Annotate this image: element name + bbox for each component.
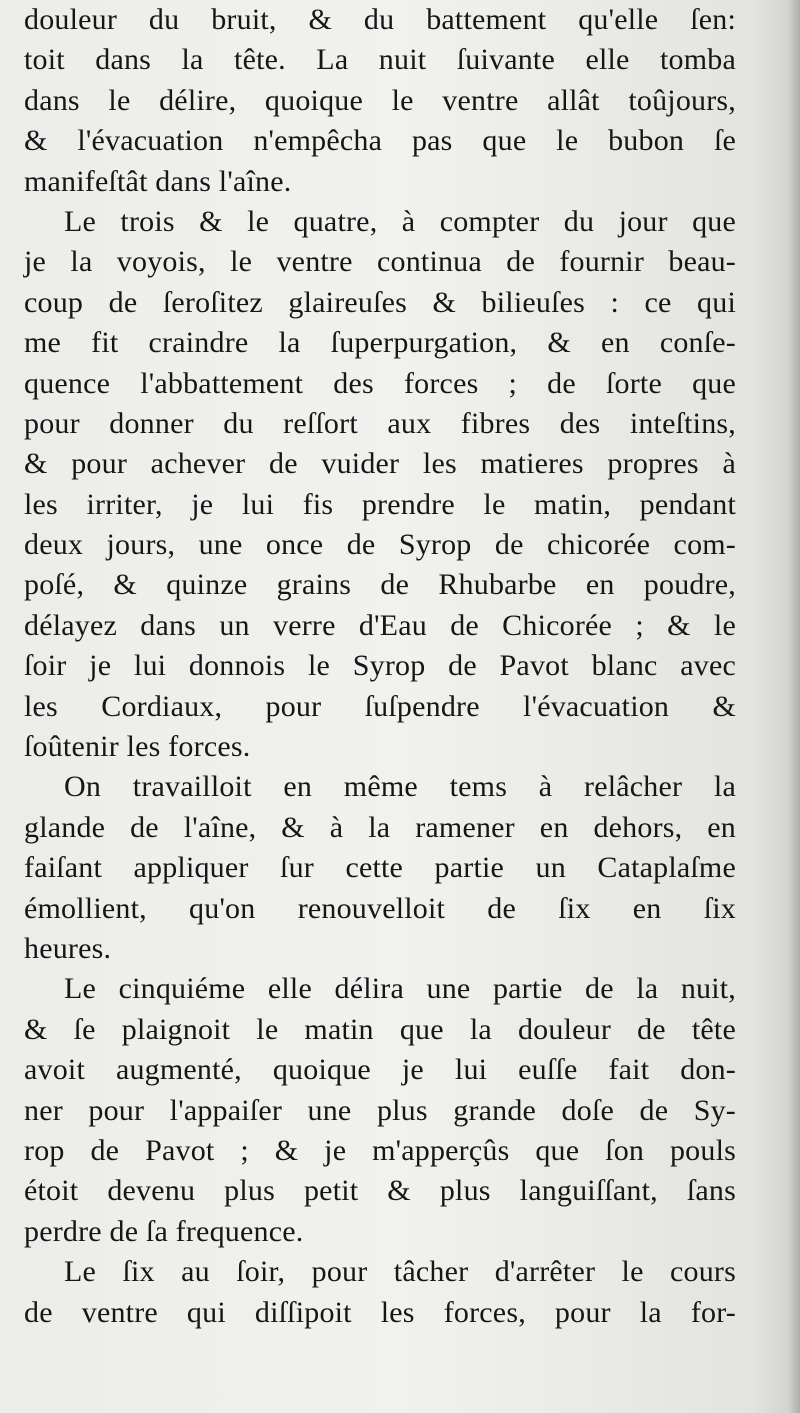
- text-line: pour donner du reſſort aux fibres des inteſtins,: [24, 406, 736, 440]
- text-line: me fit craindre la ſuperpurgation, & en conſe-: [24, 326, 736, 360]
- text-line: deux jours, une once de Syrop de chicorée com-: [24, 528, 736, 562]
- text-line: les irriter, je lui fis prendre le matin, pendant: [24, 487, 736, 521]
- text-line: ſoûtenir les forces.: [24, 730, 251, 764]
- text-line: coup de ſeroſitez glaireuſes & bilieuſes : ce qui: [24, 285, 736, 319]
- paragraph-first-line: On travailloit en même tems à relâcher la: [64, 770, 736, 804]
- text-line: ſoir je lui donnois le Syrop de Pavot blanc avec: [24, 649, 736, 683]
- text-line: poſé, & quinze grains de Rhubarbe en poudre,: [24, 568, 736, 602]
- text-line: perdre de ſa frequence.: [24, 1214, 304, 1248]
- text-line: douleur du bruit, & du battement qu'elle ſen:: [24, 3, 736, 36]
- text-line: & l'évacuation n'empêcha pas que le bubon ſe: [24, 124, 736, 158]
- text-line: de ventre qui diſſipoit les forces, pour la for-: [24, 1295, 736, 1329]
- paragraph-first-line: Le cinquiéme elle délira une partie de la nuit,: [64, 972, 736, 1006]
- paragraph-first-line: Le trois & le quatre, à compter du jour que: [64, 204, 736, 238]
- text-line: quence l'abbattement des forces ; de ſorte que: [24, 366, 736, 400]
- page-gutter-shadow: [788, 0, 800, 1413]
- text-line: les Cordiaux, pour ſuſpendre l'évacuation &: [24, 689, 736, 723]
- text-line: faiſant appliquer ſur cette partie un Cataplaſme: [24, 851, 736, 885]
- text-line: avoit augmenté, quoique je lui euſſe fait don-: [24, 1053, 736, 1087]
- text-line: je la voyois, le ventre continua de fournir beau-: [24, 245, 736, 279]
- text-line: ner pour l'appaiſer une plus grande doſe de Sy-: [24, 1093, 736, 1127]
- paragraph-first-line: Le ſix au ſoir, pour tâcher d'arrêter le cours: [64, 1255, 736, 1289]
- text-line: émollient, qu'on renouvelloit de ſix en ſix: [24, 891, 736, 925]
- text-line: heures.: [24, 931, 112, 965]
- text-line: glande de l'aîne, & à la ramener en dehors, en: [24, 810, 736, 844]
- body-text: [24, 0, 736, 1333]
- text-line: étoit devenu plus petit & plus languiſſant, ſans: [24, 1174, 736, 1208]
- text-line: & pour achever de vuider les matieres propres à: [24, 447, 736, 481]
- text-line: toit dans la tête. La nuit ſuivante elle tomba: [24, 43, 736, 77]
- text-line: rop de Pavot ; & je m'apperçûs que ſon pouls: [24, 1133, 736, 1167]
- text-line: délayez dans un verre d'Eau de Chicorée ; & le: [24, 608, 736, 642]
- text-line: & ſe plaignoit le matin que la douleur de tête: [24, 1012, 736, 1046]
- text-line: manifeſtât dans l'aîne.: [24, 164, 292, 198]
- text-line: dans le délire, quoique le ventre allât toûjours,: [24, 83, 736, 117]
